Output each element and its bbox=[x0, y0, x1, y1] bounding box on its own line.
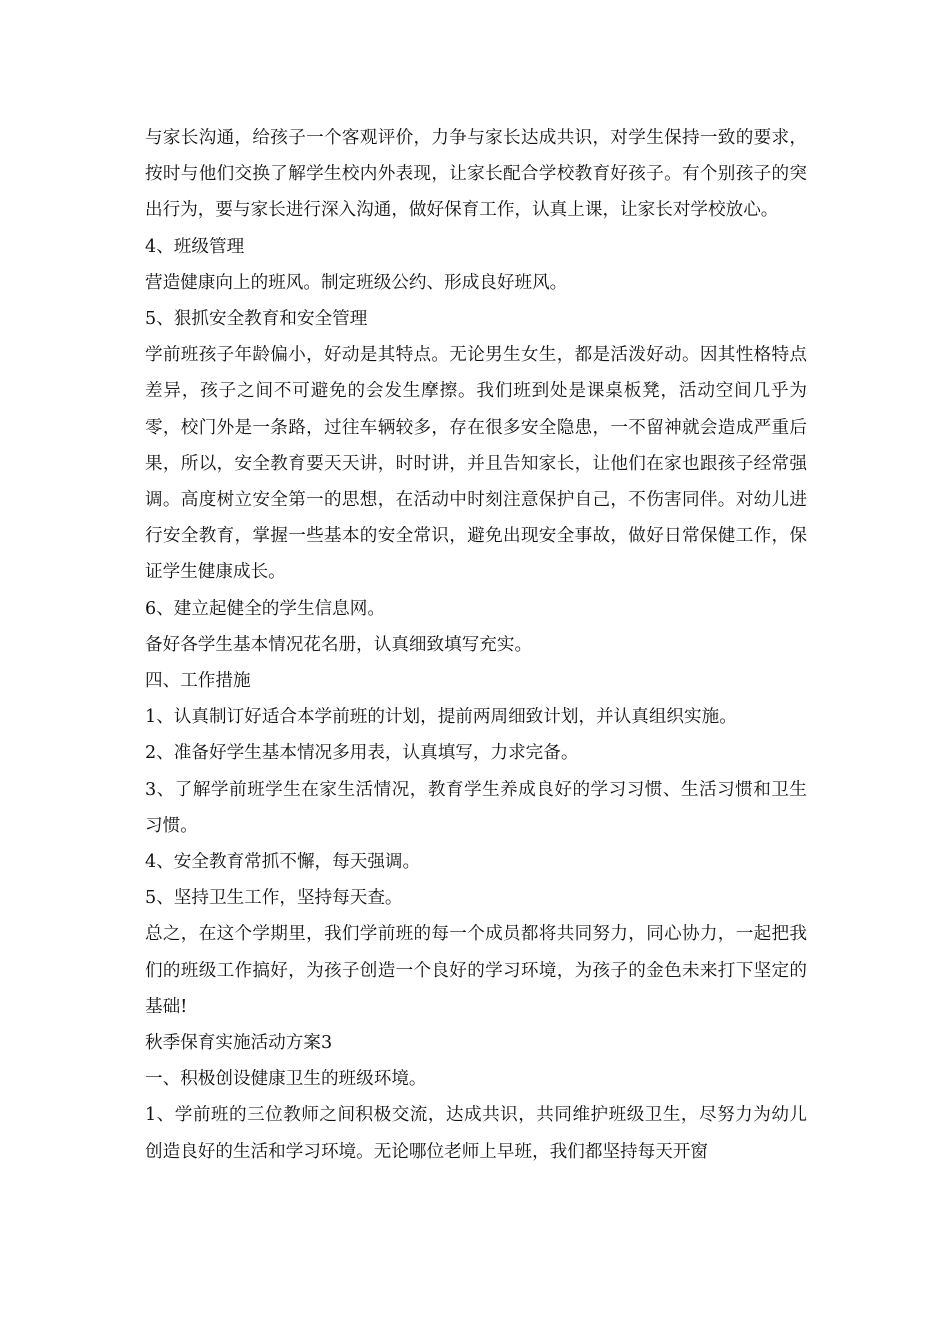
measure-item-1: 1、认真制订好适合本学前班的计划，提前两周细致计划，并认真组织实施。 bbox=[145, 707, 737, 728]
measure-item-4: 4、安全教育常抓不懈，每天强调。 bbox=[145, 852, 421, 873]
measure-item-2: 2、准备好学生基本情况多用表，认真填写，力求完备。 bbox=[145, 743, 579, 764]
section-title-plan-3: 秋季保育实施活动方案3 bbox=[145, 1033, 333, 1054]
heading-student-info-network: 6、建立起健全的学生信息网。 bbox=[145, 598, 385, 619]
heading-healthy-environment: 一、积极创设健康卫生的班级环境。 bbox=[145, 1069, 427, 1090]
paragraph-class-spirit: 营造健康向上的班风。制定班级公约、形成良好班风。 bbox=[145, 272, 568, 293]
paragraph-safety-details: 学前班孩子年龄偏小，好动是其特点。无论男生女生，都是活泼好动。因其性格特点差异，孩子之间不可避免的会发生摩擦。我们班到处是课桌板凳，活动空间几乎为零，校门外是一条路，过往车辆较多，存在很多安全隐患，一不留神就会造成严重后果，所以，安全教育要天天讲，时时讲，并且告知家长，让他们在家也跟孩子经常强调。高度树立安全第一的思想，在活动中时刻注意保护自己，不伤害同伴。对幼儿进行安全教育，掌握一些基本的安全常识，避免出现安全事故，做好日常保健工作，保证学生健康成长。 bbox=[145, 345, 807, 583]
paragraph-parent-communication: 与家长沟通，给孩子一个客观评价，力争与家长达成共识，对学生保持一致的要求，按时与他们交换了解学生校内外表现，让家长配合学校教育好孩子。有个别孩子的突出行为，要与家长进行深入沟通，做好保育工作，认真上课，让家长对学校放心。 bbox=[145, 128, 807, 221]
document-body bbox=[145, 120, 807, 1170]
paragraph-teacher-cooperation: 1、学前班的三位教师之间积极交流，达成共识，共同维护班级卫生，尽努力为幼儿创造良好的生活和学习环境。无论哪位老师上早班，我们都坚持每天开窗 bbox=[145, 1105, 807, 1162]
measure-item-3: 3、了解学前班学生在家生活情况，教育学生养成良好的学习习惯、生活习惯和卫生习惯。 bbox=[145, 779, 807, 836]
heading-work-measures: 四、工作措施 bbox=[145, 671, 251, 692]
heading-class-management: 4、班级管理 bbox=[145, 236, 245, 257]
measure-item-5: 5、坚持卫生工作，坚持每天查。 bbox=[145, 888, 403, 909]
paragraph-conclusion: 总之，在这个学期里，我们学前班的每一个成员都将共同努力，同心协力，一起把我们的班级工作搞好，为孩子创造一个良好的学习环境，为孩子的金色未来打下坚定的基础! bbox=[145, 924, 807, 1017]
heading-safety-education: 5、狠抓安全教育和安全管理 bbox=[145, 309, 368, 330]
paragraph-student-roster: 备好各学生基本情况花名册，认真细致填写充实。 bbox=[145, 634, 533, 655]
